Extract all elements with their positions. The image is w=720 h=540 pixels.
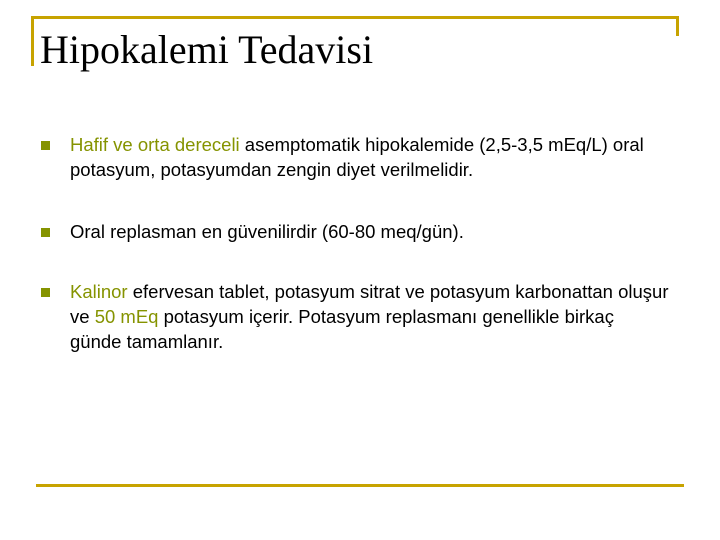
square-bullet-icon: [41, 228, 50, 237]
bullet-text: potasyum içerir. Potasyum replasmanı genellikle birkaç günde tamamlanır.: [70, 306, 614, 352]
bullet-highlight-dose: 50 mEq: [94, 306, 159, 327]
slide-title: Hipokalemi Tedavisi: [40, 27, 374, 72]
bullet-text: asemptomatik hipokalemide (2,5-3,5 mEq/L) oral potasyum, potasyumdan zengin diyet verilmelidir.: [70, 134, 644, 180]
frame-top-line: [31, 16, 679, 19]
square-bullet-icon: [41, 141, 50, 150]
bullet-list: [40, 132, 670, 354]
frame-right-line: [676, 16, 679, 36]
frame-left-line: [31, 16, 34, 66]
bullet-item: [40, 279, 670, 354]
square-bullet-icon: [41, 288, 50, 297]
bullet-highlight: Kalinor: [70, 281, 128, 302]
bullet-item: [40, 132, 670, 182]
bullet-item: [40, 219, 670, 244]
bullet-text: Oral replasman en güvenilirdir (60-80 meq/gün).: [70, 221, 464, 242]
bullet-highlight: Hafif ve orta dereceli: [70, 134, 240, 155]
frame-bottom-line: [36, 484, 684, 487]
bullet-text: efervesan tablet, potasyum sitrat ve potasyum karbonattan oluşur ve: [70, 281, 669, 327]
